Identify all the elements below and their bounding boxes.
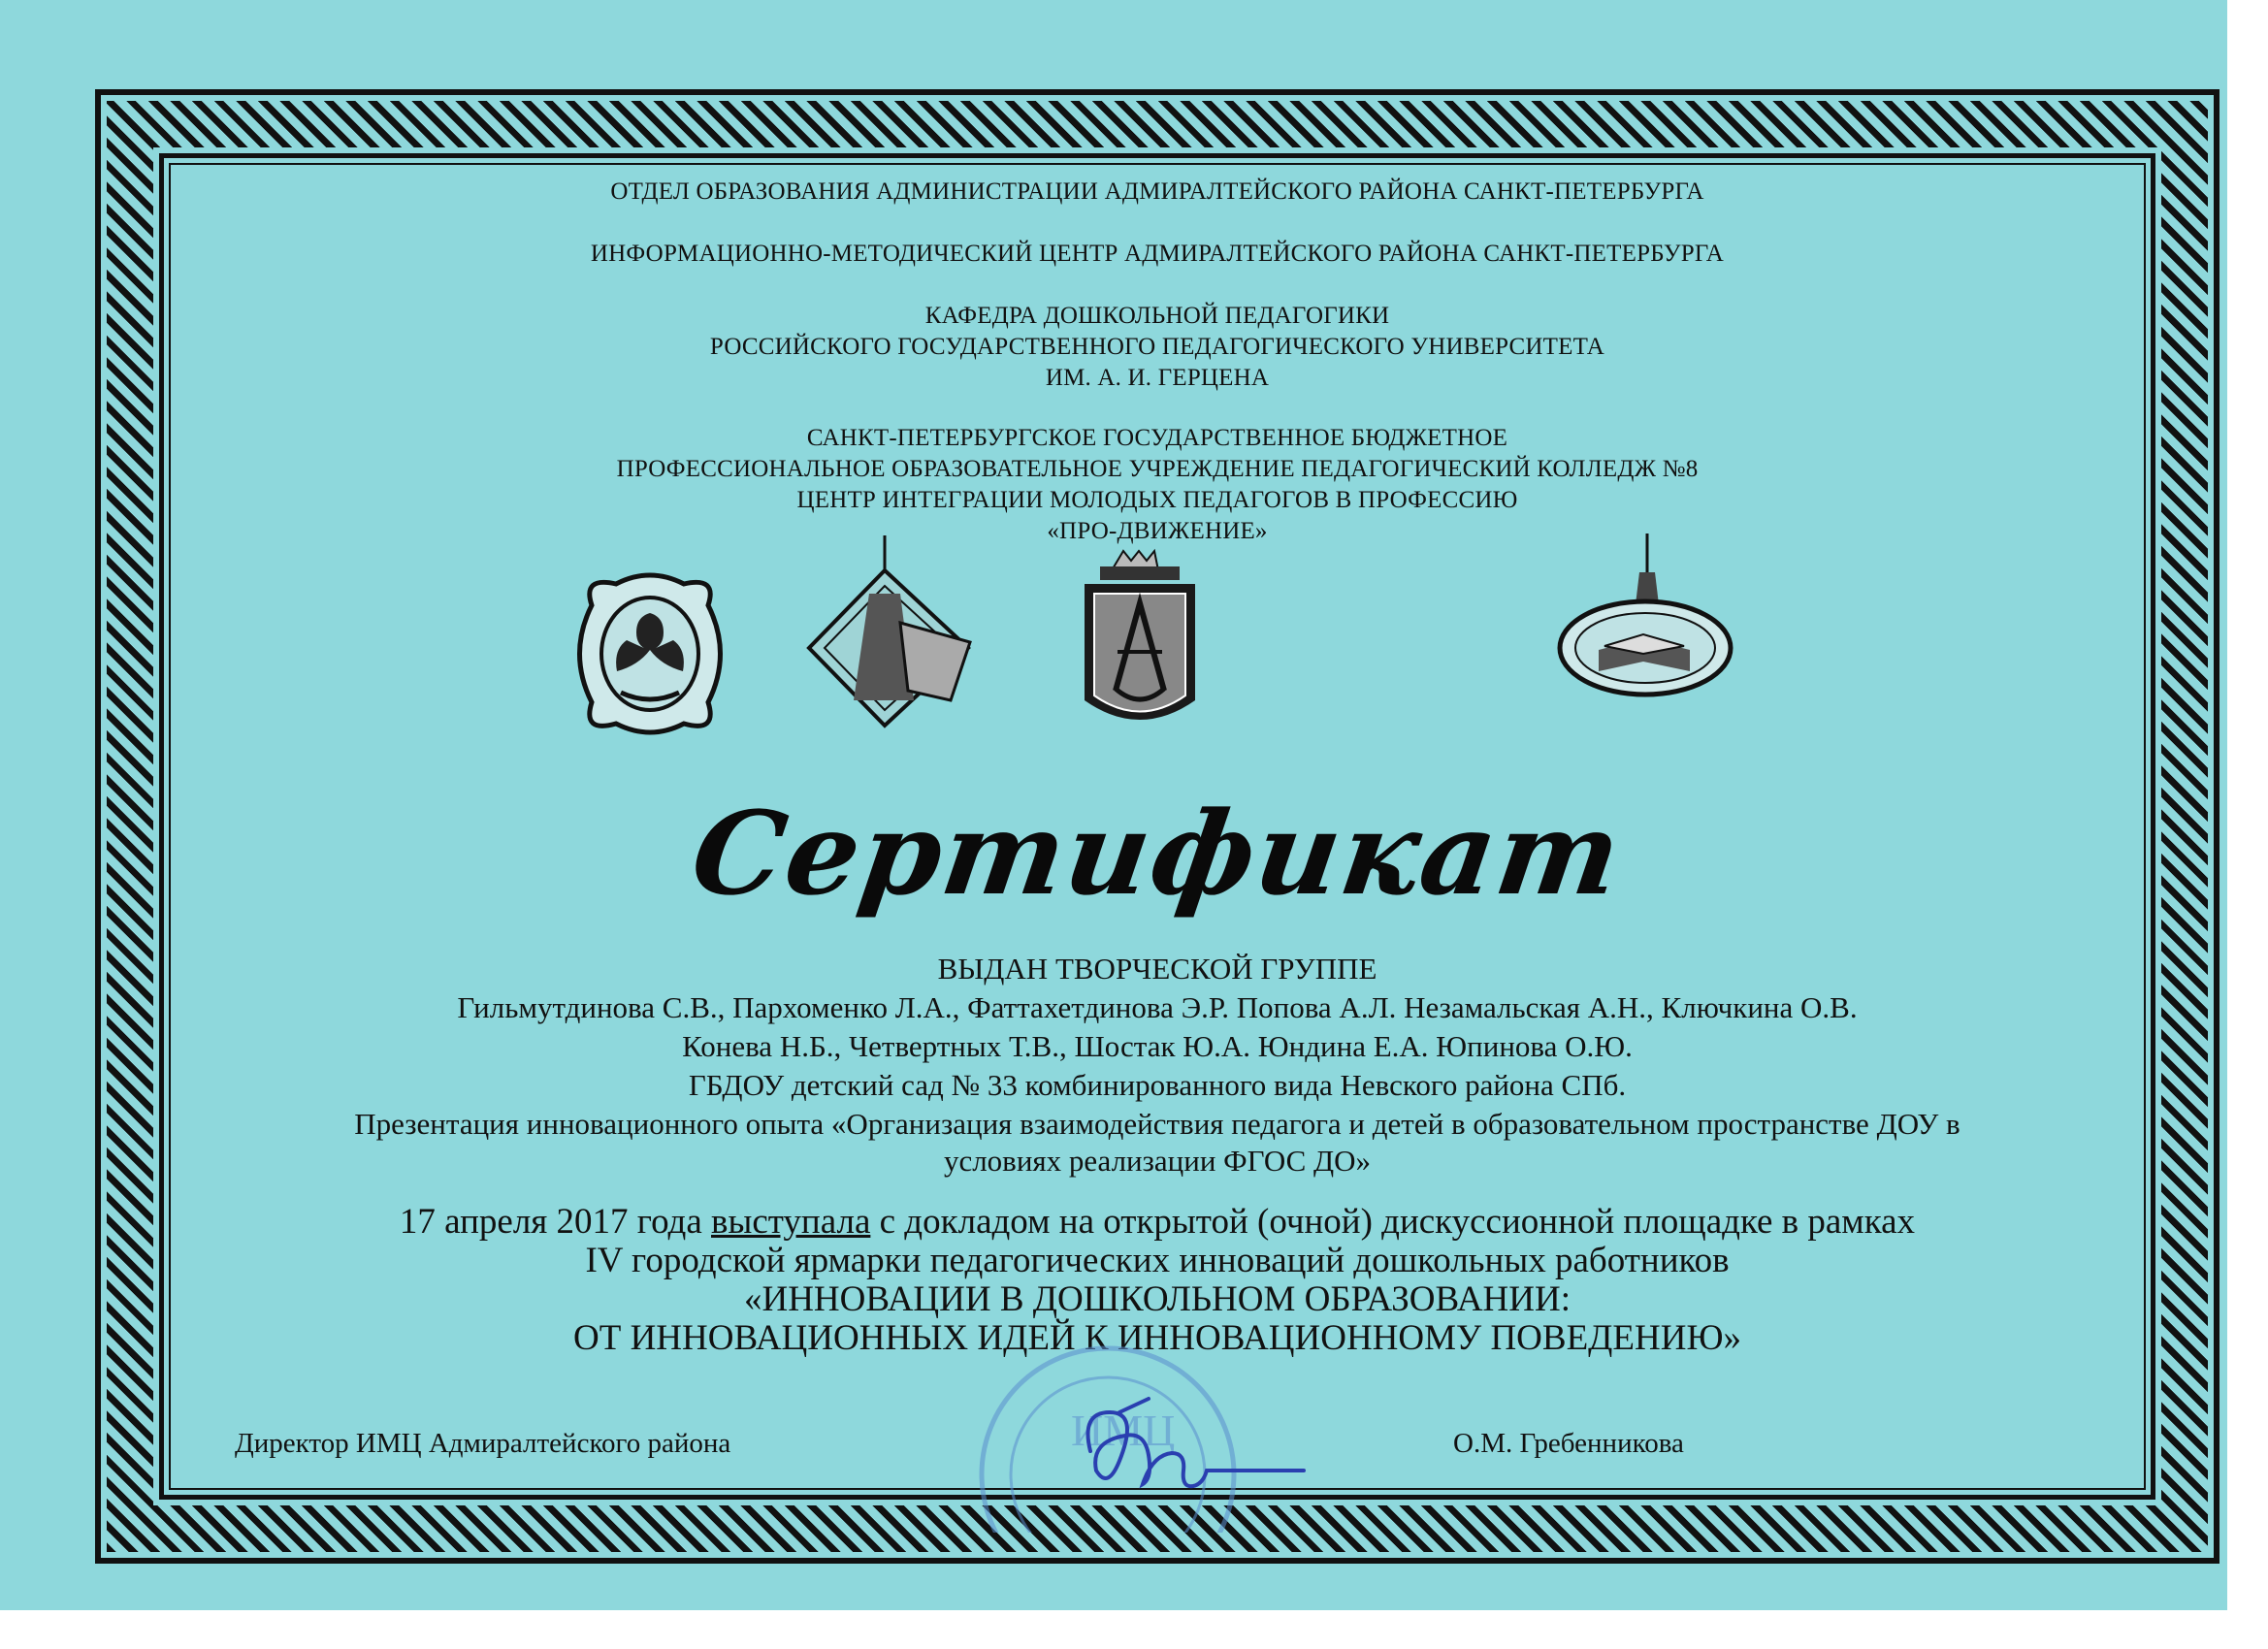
handwritten-signature — [1061, 1393, 1372, 1500]
book-oval-seal-icon — [1552, 534, 1736, 728]
certificate-content — [171, 165, 2144, 1488]
event-date: 17 апреля 2017 года — [399, 1202, 702, 1242]
header-university-block: КАФЕДРА ДОШКОЛЬНОЙ ПЕДАГОГИКИ РОССИЙСКОГО ГОСУДАРСТВЕННОГО ПЕДАГОГИЧЕСКОГО УНИВЕРСИТЕТА ИМ. А. И. ГЕРЦЕНА — [709, 303, 1605, 391]
signatory-name: О.М. Гребенникова — [1453, 1428, 1684, 1459]
event-verb: выступала — [711, 1202, 871, 1242]
event-suffix: с докладом на открытой (очной) дискуссионной площадке в рамках — [879, 1202, 1916, 1242]
logos-row — [171, 557, 2144, 751]
names-line-1: Гильмутдинова С.В., Пархоменко Л.А., Фаттахетдинова Э.Р. Попова А.Л. Незамальская А.Н., Ключкина О.В. — [457, 990, 1858, 1024]
header-line-2: ИНФОРМАЦИОННО-МЕТОДИЧЕСКИЙ ЦЕНТР АДМИРАЛТЕЙСКОГО РАЙОНА САНКТ-ПЕТЕРБУРГА — [590, 241, 1725, 267]
pelican-emblem-icon — [563, 566, 737, 741]
event-title-line-2: ОТ ИННОВАЦИОННЫХ ИДЕЙ К ИННОВАЦИОННОМУ ПОВЕДЕНИЮ» — [573, 1318, 1741, 1358]
organization-line: ГБДОУ детский сад № 33 комбинированного вида Невского района СПб. — [688, 1068, 1627, 1102]
issued-to-label: ВЫДАН ТВОРЧЕСКОЙ ГРУППЕ — [937, 952, 1377, 986]
presentation-line-1: Презентация инновационного опыта «Организация взаимодействия педагога и детей в образовательном пространстве ДОУ в — [354, 1107, 1960, 1141]
lyre-anchor-shield-icon — [1077, 545, 1203, 739]
header-college-block: САНКТ-ПЕТЕРБУРГСКОЕ ГОСУДАРСТВЕННОЕ БЮДЖЕТНОЕ ПРОФЕССИОНАЛЬНОЕ ОБРАЗОВАТЕЛЬНОЕ УЧРЕЖДЕНИЕ ПЕДАГОГИЧЕСКИЙ КОЛЛЕДЖ №8 ЦЕНТР ИНТЕГРАЦИИ МОЛОДЫХ ПЕДАГОГОВ В ПРОФЕССИЮ «ПРО-ДВИЖЕНИЕ» — [616, 425, 1699, 544]
stamp-text: ИМЦ — [1071, 1406, 1176, 1455]
signatory-position: Директор ИМЦ Адмиралтейского района — [235, 1428, 731, 1459]
event-line-2: IV городской ярмарки педагогических инноваций дошкольных работников — [585, 1241, 1730, 1280]
presentation-line-2: условиях реализации ФГОС ДО» — [943, 1144, 1372, 1178]
certificate-title: Сертификат — [684, 786, 1631, 921]
event-title-line-1: «ИННОВАЦИИ В ДОШКОЛЬНОМ ОБРАЗОВАНИИ: — [743, 1279, 1571, 1319]
header-line-1: ОТДЕЛ ОБРАЗОВАНИЯ АДМИНИСТРАЦИИ АДМИРАЛТЕЙСКОГО РАЙОНА САНКТ-ПЕТЕРБУРГА — [610, 178, 1704, 205]
spire-rhombus-logo-icon — [805, 535, 980, 729]
event-line-1 — [171, 1203, 2144, 1242]
names-line-2: Конева Н.Б., Четвертных Т.В., Шостак Ю.А. Юндина Е.А. Юпинова О.Ю. — [682, 1029, 1633, 1063]
